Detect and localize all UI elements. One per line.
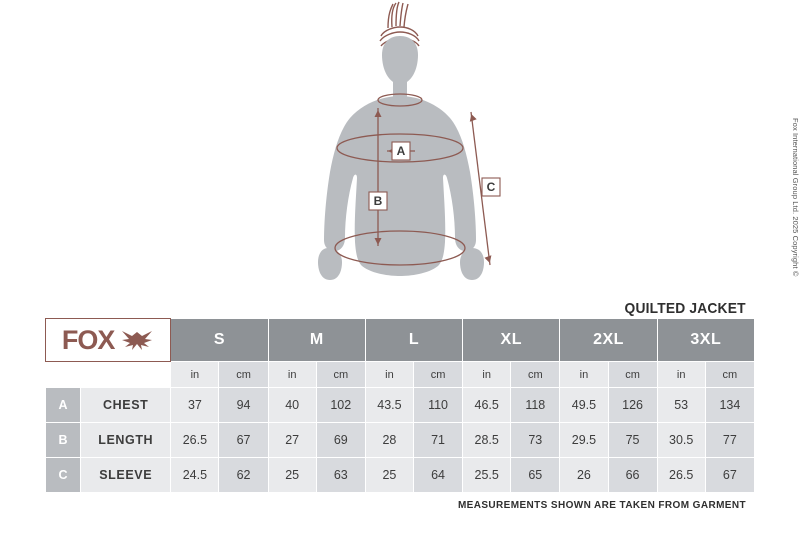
- cell-length-xl-in: 28.5: [463, 423, 511, 458]
- cell-chest-xl-cm: 118: [511, 388, 560, 423]
- table-row: [46, 423, 755, 458]
- copyright-text: Fox International Group Ltd. 2025 Copyright ©: [791, 118, 800, 277]
- cell-sleeve-3xl-in: 26.5: [657, 458, 705, 493]
- cell-chest-l-cm: 110: [413, 388, 462, 423]
- cell-length-3xl-cm: 77: [705, 423, 754, 458]
- cell-chest-l-in: 43.5: [365, 388, 413, 423]
- unit-l-in: in: [365, 362, 413, 388]
- unit-xl-cm: cm: [511, 362, 560, 388]
- cell-sleeve-l-cm: 64: [413, 458, 462, 493]
- unit-s-in: in: [171, 362, 219, 388]
- unit-m-in: in: [268, 362, 316, 388]
- unit-l-cm: cm: [413, 362, 462, 388]
- cell-chest-3xl-in: 53: [657, 388, 705, 423]
- table-header-row: [46, 319, 755, 362]
- unit-2xl-cm: cm: [608, 362, 657, 388]
- size-header-3xl: 3XL: [657, 319, 754, 362]
- cell-sleeve-l-in: 25: [365, 458, 413, 493]
- cell-chest-s-in: 37: [171, 388, 219, 423]
- fox-logo: [46, 319, 171, 362]
- cell-chest-2xl-in: 49.5: [560, 388, 608, 423]
- unit-3xl-in: in: [657, 362, 705, 388]
- logo-text: FOX: [61, 324, 115, 355]
- mannequin-illustration: [250, 0, 550, 310]
- cell-chest-m-cm: 102: [316, 388, 365, 423]
- cell-length-s-cm: 67: [219, 423, 268, 458]
- cell-chest-3xl-cm: 134: [705, 388, 754, 423]
- row-label-chest: CHEST: [81, 388, 171, 423]
- cell-sleeve-s-cm: 62: [219, 458, 268, 493]
- cell-chest-2xl-cm: 126: [608, 388, 657, 423]
- cell-sleeve-xl-cm: 65: [511, 458, 560, 493]
- cell-length-s-in: 26.5: [171, 423, 219, 458]
- cell-length-3xl-in: 30.5: [657, 423, 705, 458]
- table-row: [46, 388, 755, 423]
- unit-s-cm: cm: [219, 362, 268, 388]
- measurement-note: MEASUREMENTS SHOWN ARE TAKEN FROM GARMENT: [457, 500, 746, 511]
- cell-chest-m-in: 40: [268, 388, 316, 423]
- size-header-m: M: [268, 319, 365, 362]
- diagram-label-b: B: [373, 194, 383, 208]
- cell-length-2xl-cm: 75: [608, 423, 657, 458]
- cell-chest-xl-in: 46.5: [463, 388, 511, 423]
- cell-sleeve-2xl-cm: 66: [608, 458, 657, 493]
- cell-sleeve-2xl-in: 26: [560, 458, 608, 493]
- row-label-sleeve: SLEEVE: [81, 458, 171, 493]
- row-label-length: LENGTH: [81, 423, 171, 458]
- unit-xl-in: in: [463, 362, 511, 388]
- cell-length-m-in: 27: [268, 423, 316, 458]
- diagram-label-c: C: [486, 180, 496, 194]
- size-header-l: L: [365, 319, 462, 362]
- row-letter-b: B: [46, 423, 81, 458]
- size-header-s: S: [171, 319, 268, 362]
- cell-sleeve-m-in: 25: [268, 458, 316, 493]
- unit-3xl-cm: cm: [705, 362, 754, 388]
- size-header-xl: XL: [463, 319, 560, 362]
- unit-row-spacer: [46, 362, 171, 388]
- size-header-2xl: 2XL: [560, 319, 657, 362]
- cell-sleeve-3xl-cm: 67: [705, 458, 754, 493]
- unit-2xl-in: in: [560, 362, 608, 388]
- cell-length-2xl-in: 29.5: [560, 423, 608, 458]
- page-title: QUILTED JACKET: [624, 300, 746, 317]
- table-unit-row: [46, 362, 755, 388]
- cell-length-xl-cm: 73: [511, 423, 560, 458]
- fox-head-icon: [120, 328, 154, 352]
- row-letter-c: C: [46, 458, 81, 493]
- cell-length-m-cm: 69: [316, 423, 365, 458]
- cell-sleeve-m-cm: 63: [316, 458, 365, 493]
- diagram-label-a: A: [396, 144, 406, 158]
- unit-m-cm: cm: [316, 362, 365, 388]
- size-chart-table: [45, 318, 755, 493]
- cell-length-l-cm: 71: [413, 423, 462, 458]
- cell-sleeve-s-in: 24.5: [171, 458, 219, 493]
- row-letter-a: A: [46, 388, 81, 423]
- cell-sleeve-xl-in: 25.5: [463, 458, 511, 493]
- table-row: [46, 458, 755, 493]
- cell-length-l-in: 28: [365, 423, 413, 458]
- cell-chest-s-cm: 94: [219, 388, 268, 423]
